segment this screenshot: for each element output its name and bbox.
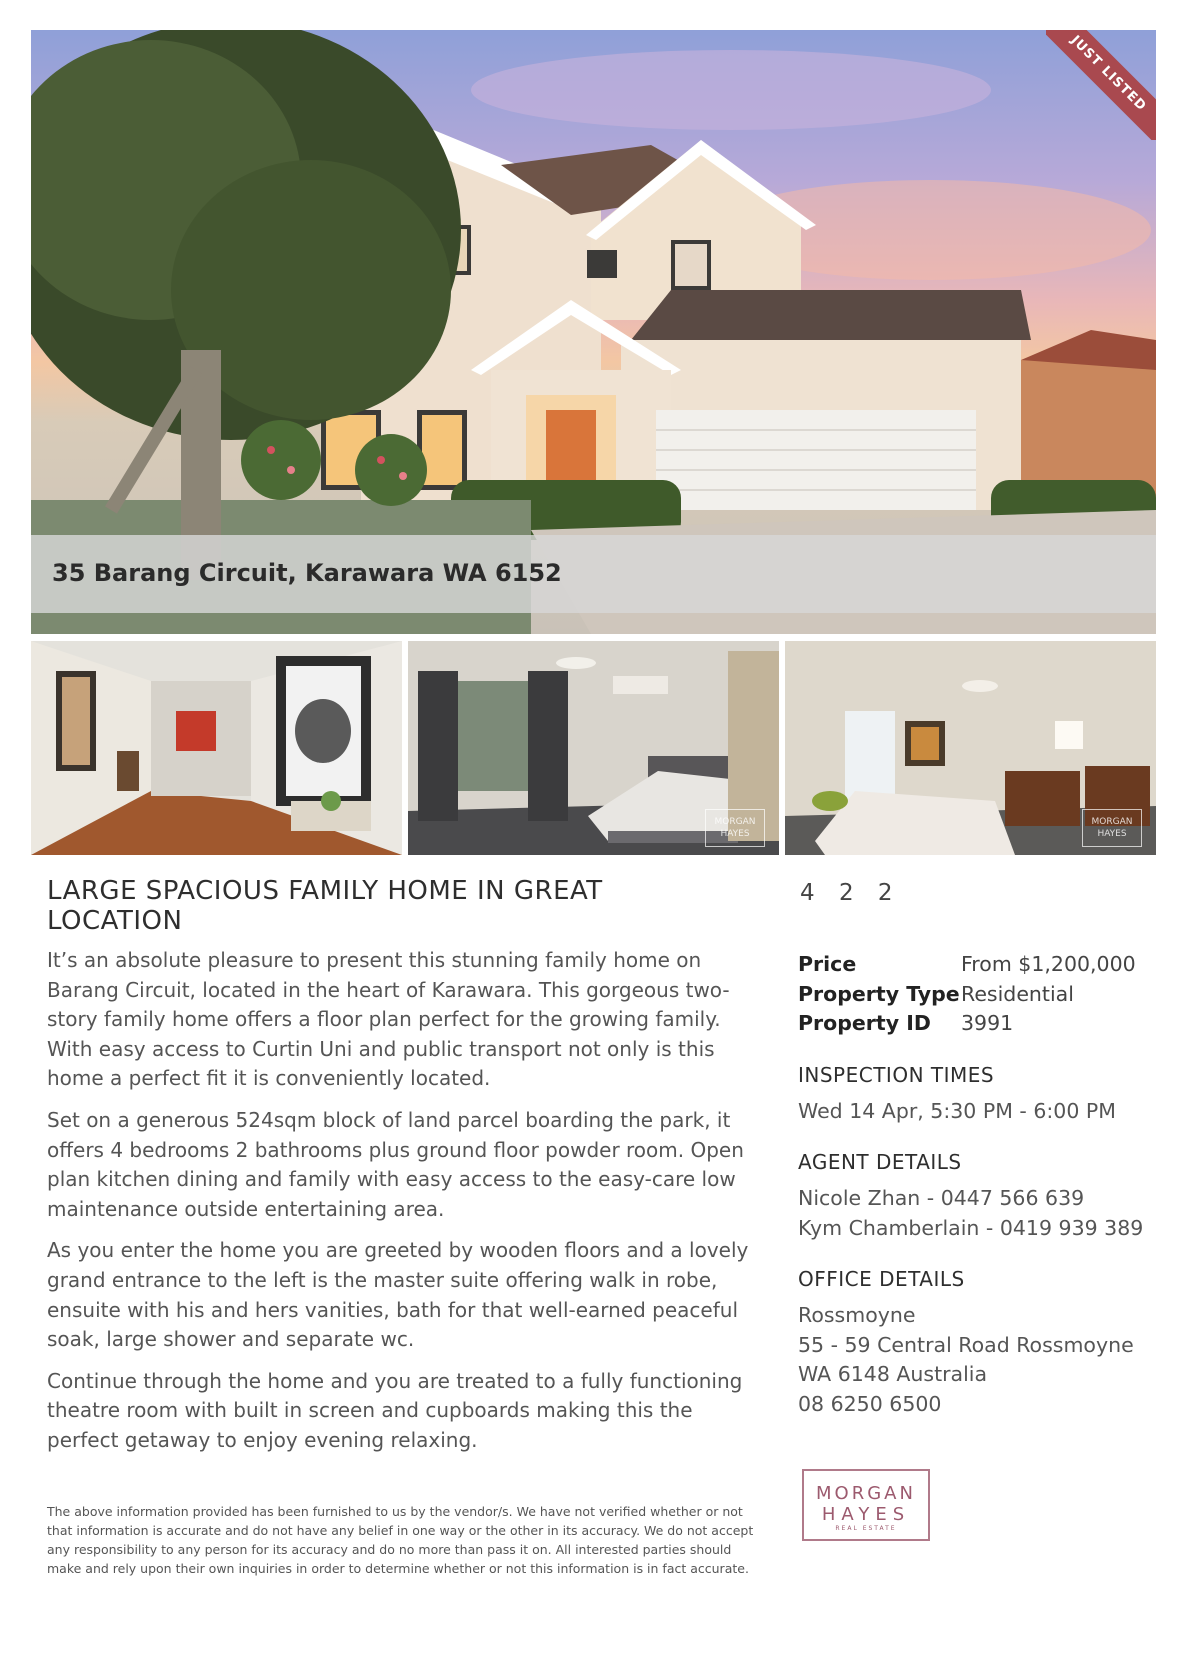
disclaimer-text: The above information provided has been furnished to us by the vendor/s. We have not verified whether or not that information is accurate and do not have any belief in one way or the other in its accuracy. We do not accept any responsibility to any person for its accuracy and do no more than pass it on. All interested parties should make and rely upon their own inquiries in order to determine whether or not this information is in fact accurate. bbox=[47, 1504, 754, 1576]
thumbnail-hallway[interactable] bbox=[31, 641, 402, 855]
garages-count: 2 bbox=[877, 880, 893, 906]
bedrooms-count: 4 bbox=[800, 880, 815, 906]
logo-line2: HAYES bbox=[821, 1504, 911, 1525]
agency-logo bbox=[802, 1469, 930, 1541]
agent-contact: Nicole Zhan - 0447 566 639 bbox=[798, 1186, 1085, 1210]
type-row bbox=[798, 980, 1168, 1010]
thumbnail-bedroom-2[interactable] bbox=[785, 641, 1156, 855]
type-value: Residential bbox=[961, 981, 1074, 1006]
office-phone: 08 6250 6500 bbox=[798, 1391, 942, 1416]
office-street: 55 - 59 Central Road Rossmoyne bbox=[798, 1332, 1134, 1357]
bathrooms-count: 2 bbox=[838, 880, 854, 906]
ribbon-corner bbox=[1046, 30, 1156, 140]
agent-heading: AGENT DETAILS bbox=[798, 1150, 962, 1174]
description-paragraph: Set on a generous 524sqm block of land parcel boarding the park, it offers 4 bedrooms 2 bathrooms plus ground floor powder room. Open plan kitchen dining and family with easy access to the easy-care low maintenance outside entertaining area. bbox=[47, 1107, 744, 1221]
id-row bbox=[798, 1009, 1168, 1039]
price-label: Price bbox=[798, 952, 857, 976]
description-paragraph: Continue through the home and you are treated to a fully functioning theatre room with built in screen and cupboards making this the perfect getaway to enjoy evening relaxing. bbox=[47, 1368, 743, 1452]
office-heading: OFFICE DETAILS bbox=[798, 1267, 965, 1291]
logo-line1: MORGAN bbox=[816, 1483, 916, 1504]
just-listed-ribbon: JUST LISTED bbox=[1046, 30, 1156, 140]
watermark-logo: MORGAN HAYES bbox=[705, 809, 765, 847]
property-address: 35 Barang Circuit, Karawara WA 6152 bbox=[52, 559, 562, 587]
office-city: WA 6148 Australia bbox=[798, 1362, 988, 1386]
type-label: Property Type bbox=[798, 981, 960, 1006]
listing-title: LARGE SPACIOUS FAMILY HOME IN GREAT LOCATION bbox=[47, 876, 603, 936]
watermark-logo: MORGAN HAYES bbox=[1082, 809, 1142, 847]
agent-contact: Kym Chamberlain - 0419 939 389 bbox=[798, 1215, 1144, 1240]
address-bar bbox=[31, 535, 1156, 613]
inspection-time: Wed 14 Apr, 5:30 PM - 6:00 PM bbox=[798, 1098, 1116, 1123]
property-features bbox=[800, 880, 910, 906]
property-details bbox=[798, 950, 1168, 1419]
logo-line3: REAL ESTATE bbox=[835, 1525, 897, 1532]
inspection-heading: INSPECTION TIMES bbox=[798, 1062, 995, 1087]
office-name: Rossmoyne bbox=[798, 1303, 916, 1327]
description-paragraph: It’s an absolute pleasure to present this stunning family home on Barang Circuit, located in the heart of Karawara. This gorgeous two-story family home offers a floor plan perfect for the growing family. With easy access to Curtin Uni and public transport not only is this home a perfect fit it is conveniently located. bbox=[47, 948, 730, 1091]
hallway-photo-icon bbox=[31, 641, 402, 855]
thumbnail-bedroom-1[interactable] bbox=[408, 641, 779, 855]
price-value: From $1,200,000 bbox=[961, 952, 1136, 976]
price-row bbox=[798, 950, 1168, 980]
listing-description bbox=[47, 946, 767, 1468]
description-paragraph: As you enter the home you are greeted by wooden floors and a lovely grand entrance to the left is the master suite offering walk in robe, ensuite with his and hers vanities, bath for that well-earned peaceful soak, large shower and separate wc. bbox=[47, 1238, 749, 1352]
id-label: Property ID bbox=[798, 1011, 931, 1035]
id-value: 3991 bbox=[961, 1011, 1014, 1035]
